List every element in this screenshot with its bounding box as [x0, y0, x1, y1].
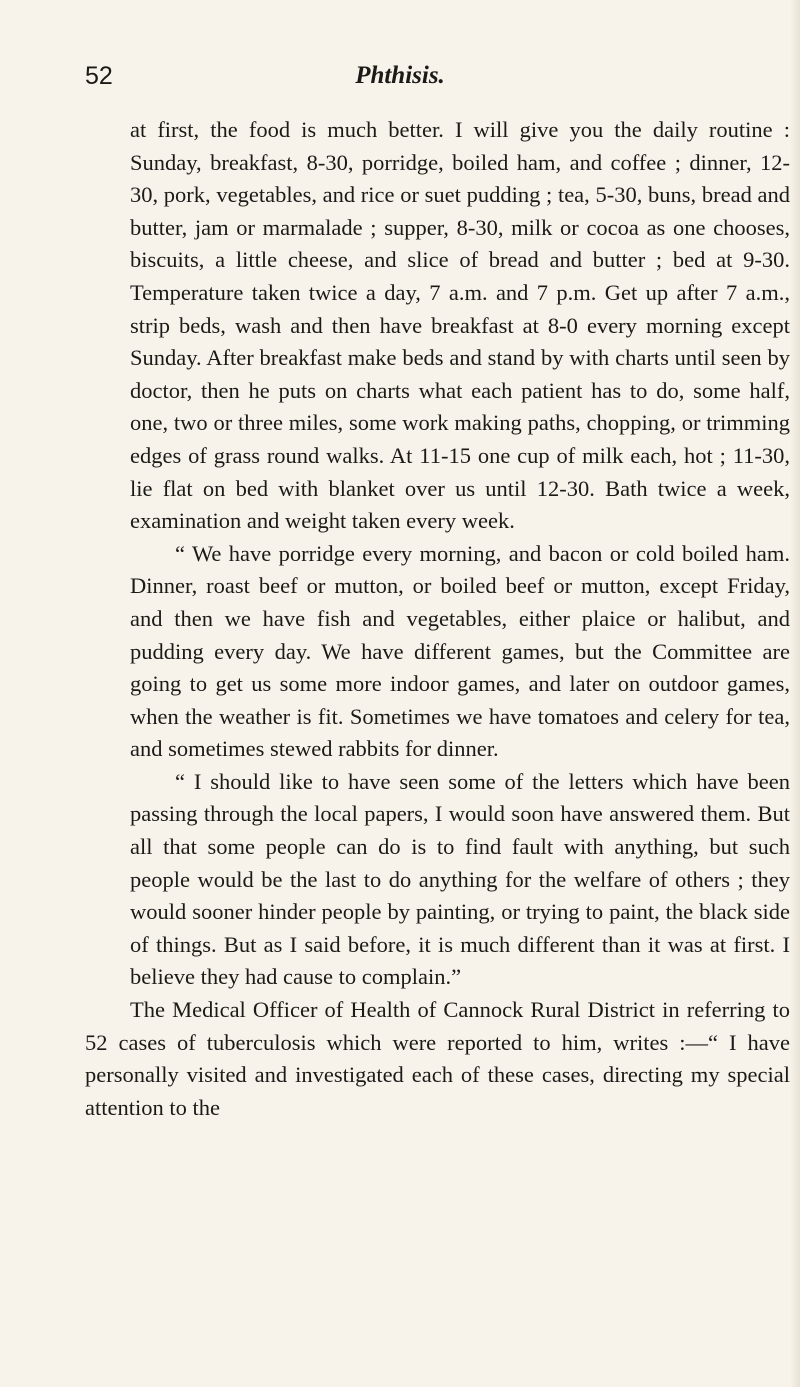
page-header	[0, 62, 800, 102]
page-number: 52	[85, 62, 113, 90]
running-title: Phthisis.	[355, 62, 445, 89]
page-edge-shadow	[790, 0, 800, 1387]
body-text	[85, 114, 790, 1124]
paragraph-medical-officer: The Medical Officer of Health of Cannock Rural District in referring to 52 cases of tuberculosis which were reported to him, writes :—“ I have personally visited and investigated each of these cases, directing my special attention to the	[85, 997, 790, 1120]
paragraph-meals: “ We have porridge every morning, and bacon or cold boiled ham. Dinner, roast beef or mutton, or boiled beef or mutton, except Friday, and then we have fish and vegetables, either plaice or halibut, and pudding every day. We have different games, but the Committee are going to get us some more indoor games, and later on outdoor games, when the weather is fit. Sometimes we have tomatoes and celery for tea, and sometimes stewed rabbits for dinner.	[130, 540, 790, 762]
paragraph-daily-routine: at first, the food is much better. I will give you the daily routine : Sunday, breakfast, 8-30, porridge, boiled ham, and coffee ; dinner, 12-30, pork, vegetables, and rice or suet pudding ; tea, 5-30, buns, bread and butter, jam or marmalade ; supper, 8-30, milk or cocoa as one chooses, biscuits, a little cheese, and slice of bread and butter ; bed at 9-30. Temperature taken twice a day, 7 a.m. and 7 p.m. Get up after 7 a.m., strip beds, wash and then have breakfast at 8-0 every morning except Sunday. After breakfast make beds and stand by with charts until seen by doctor, then he puts on charts what each patient has to do, some half, one, two or three miles, some work making paths, chopping, or trimming edges of grass round walks. At 11-15 one cup of milk each, hot ; 11-30, lie flat on bed with blanket over us until 12-30. Bath twice a week, examination and weight taken every week.	[130, 117, 790, 534]
paragraph-letters: “ I should like to have seen some of the letters which have been passing through the local papers, I would soon have answered them. But all that some people can do is to find fault with anything, but such people would be the last to do anything for the welfare of others ; they would sooner hinder people by painting, or trying to paint, the black side of things. But as I said before, it is much different than it was at first. I believe they had cause to complain.”	[130, 768, 790, 990]
